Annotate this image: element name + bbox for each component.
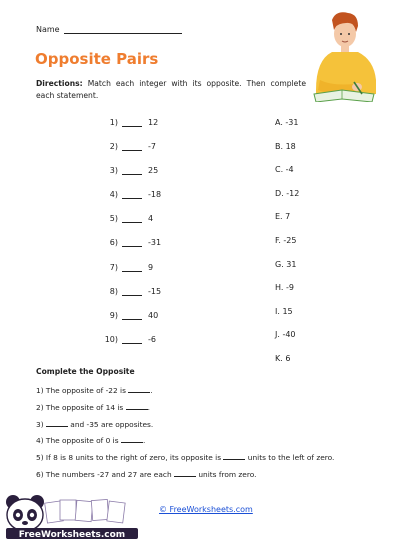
integer-value: -6	[148, 334, 156, 344]
statement-text-before: 5) If 8 is 8 units to the right of zero, its opposite is	[36, 453, 224, 463]
answer-blank[interactable]	[122, 335, 142, 344]
statement-text-after: units from zero.	[195, 469, 257, 479]
matching-item	[102, 118, 182, 142]
item-number: 1)	[109, 118, 118, 127]
answer-blank[interactable]	[122, 142, 142, 151]
integer-value: 9	[148, 262, 154, 272]
matching-item	[102, 238, 182, 262]
opposite-option: J. -40	[275, 330, 296, 340]
matching-item	[102, 311, 182, 335]
opposite-option: H. -9	[275, 283, 294, 293]
matching-opposites-column	[275, 118, 335, 378]
freeworksheets-logo	[2, 488, 142, 539]
matching-integers-column	[102, 118, 182, 359]
directions-text: Match each integer with its opposite. Then complete each statement.	[36, 79, 306, 100]
item-number: 7)	[109, 262, 118, 272]
opposite-option: C. -4	[275, 165, 294, 175]
statement-item	[36, 435, 376, 452]
page-title: Opposite Pairs	[35, 50, 159, 68]
section-title: Complete the Opposite	[36, 367, 135, 376]
statement-blank[interactable]	[223, 452, 245, 460]
item-number: 10)	[104, 334, 118, 344]
statement-item	[36, 385, 376, 402]
matching-item	[102, 190, 182, 214]
statement-text-after: .	[142, 436, 146, 446]
boy-writing-illustration	[302, 10, 382, 102]
item-number: 6)	[109, 238, 118, 248]
item-number: 9)	[109, 310, 118, 320]
opposite-option: K. 6	[275, 353, 291, 363]
matching-item	[102, 287, 182, 311]
integer-value: 25	[148, 166, 159, 176]
footer-link[interactable]: © FreeWorksheets.com	[159, 505, 253, 514]
matching-item	[102, 263, 182, 287]
answer-blank[interactable]	[122, 287, 142, 296]
opposite-option: I. 15	[275, 306, 293, 316]
matching-item	[102, 214, 182, 238]
name-label: Name	[36, 25, 60, 34]
integer-value: 4	[148, 214, 154, 224]
directions-label: Directions:	[36, 79, 83, 88]
statement-text-before: 1) The opposite of -22 is	[36, 386, 129, 395]
answer-blank[interactable]	[122, 263, 142, 272]
item-number: 3)	[109, 166, 118, 176]
integer-value: -7	[148, 142, 156, 152]
integer-value: -15	[148, 286, 162, 296]
statement-blank[interactable]	[126, 402, 148, 410]
item-number: 8)	[109, 286, 118, 296]
statement-text-before: 3)	[36, 419, 46, 429]
integer-value: -18	[148, 190, 162, 200]
opposite-option: F. -25	[275, 235, 297, 245]
statement-text-after: and -35 are opposites.	[67, 419, 154, 429]
statement-text-after: .	[147, 402, 150, 412]
opposite-option: A. -31	[275, 118, 299, 127]
statement-item	[36, 469, 376, 486]
answer-blank[interactable]	[122, 190, 142, 199]
statement-list	[36, 385, 376, 486]
opposite-option: B. 18	[275, 141, 296, 151]
answer-blank[interactable]	[122, 238, 142, 247]
statement-item	[36, 452, 376, 469]
answer-blank[interactable]	[122, 214, 142, 223]
name-line[interactable]	[64, 25, 182, 34]
opposite-option: E. 7	[275, 212, 291, 222]
matching-item	[102, 166, 182, 190]
integer-value: 12	[148, 118, 159, 127]
opposite-option: D. -12	[275, 188, 300, 198]
statement-blank[interactable]	[121, 435, 146, 446]
answer-blank[interactable]	[122, 311, 142, 320]
statement-text-before: 4) The opposite of 0 is	[36, 436, 121, 446]
statement-blank[interactable]	[174, 469, 196, 477]
directions	[36, 78, 306, 102]
opposite-option: G. 31	[275, 259, 297, 269]
integer-value: -31	[148, 238, 162, 248]
logo-text: FreeWorksheets.com	[18, 530, 126, 539]
statement-item	[36, 402, 376, 419]
item-number: 5)	[109, 214, 118, 224]
item-number: 4)	[109, 190, 118, 200]
integer-value: 40	[148, 310, 159, 320]
answer-blank[interactable]	[122, 166, 142, 175]
statement-item	[36, 419, 376, 436]
statement-text-before: 6) The numbers -27 and 27 are each	[36, 469, 174, 479]
statement-text-after: units to the left of zero.	[245, 453, 335, 463]
statement-blank[interactable]	[46, 419, 68, 427]
item-number: 2)	[109, 142, 118, 152]
statement-text-before: 2) The opposite of 14 is	[36, 402, 126, 412]
answer-blank[interactable]	[122, 118, 142, 127]
name-field-row	[36, 25, 182, 34]
statement-blank[interactable]	[128, 385, 153, 395]
matching-item	[102, 335, 182, 359]
statement-text-after: .	[150, 386, 153, 395]
matching-item	[102, 142, 182, 166]
